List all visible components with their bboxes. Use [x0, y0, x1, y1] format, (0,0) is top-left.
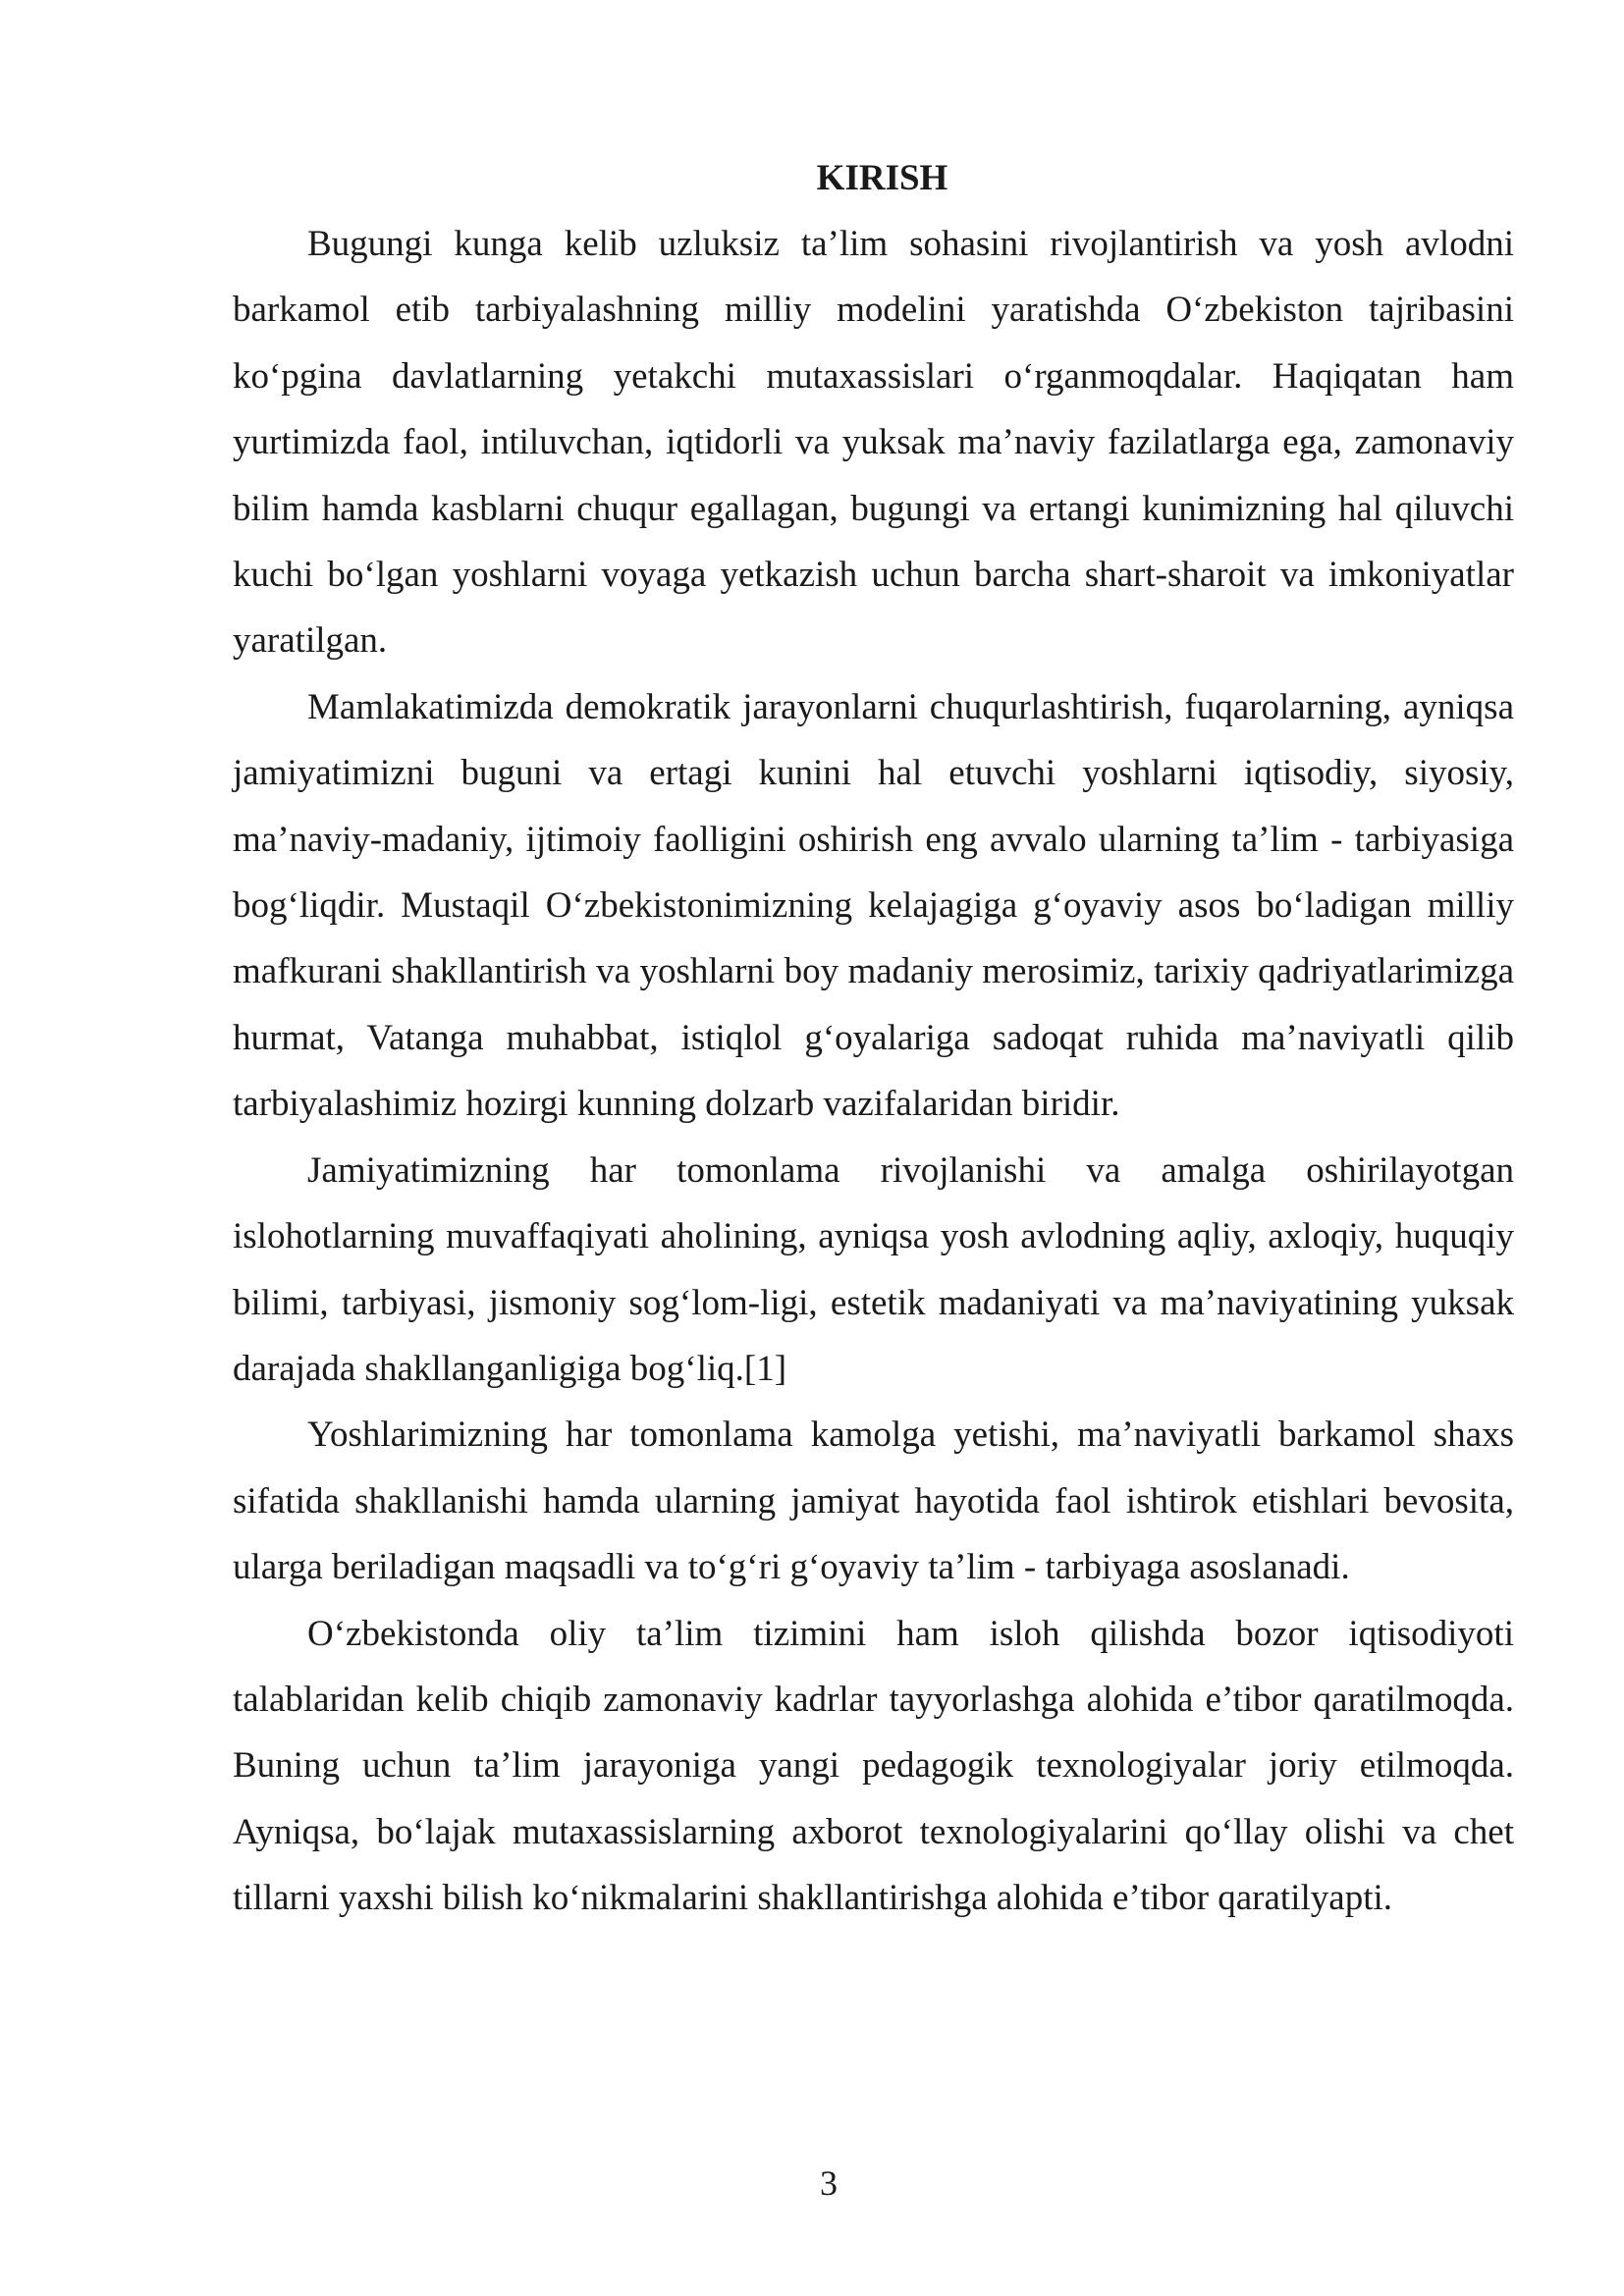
page-content — [233, 145, 1514, 1932]
paragraph-4: Yoshlarimizning har tomonlama kamolga yetishi, ma’naviyatli barkamol shaxs sifatida shakllanishi hamda ularning jamiyat hayotida faol ishtirok etishlari bevosita, ularga beriladigan maqsadli va to‘g‘ri g‘oyaviy ta’lim - tarbiyaga asoslanadi. — [233, 1415, 1514, 1588]
paragraph-2: Mamlakatimizda demokratik jarayonlarni chuqurlashtirish, fuqarolarning, ayniqsa jamiyatimizni buguni va ertagi kunini hal etuvchi yoshlarni iqtisodiy, siyosiy, ma’naviy-madaniy, ijtimoiy faolligini oshirish eng avvalo ularning ta’lim - tarbiyasiga bog‘liqdir. Mustaqil O‘zbekistonimizning kelajagiga g‘oyaviy asos bo‘ladigan milliy mafkurani shakllantirish va yoshlarni boy madaniy merosimiz, tarixiy qadriyatlarimizga hurmat, Vatanga muhabbat, istiqlol g‘oyalariga sadoqat ruhida ma’naviyatli qilib tarbiyalashimiz hozirgi kunning dolzarb vazifalaridan biridir. — [233, 686, 1514, 1125]
paragraph-5: O‘zbekistonda oliy ta’lim tizimini ham isloh qilishda bozor iqtisodiyoti talablaridan kelib chiqib zamonaviy kadrlar tayyorlashga alohida e’tibor qaratilmoqda. Buning uchun ta’lim jarayoniga yangi pedagogik texnologiyalar joriy etilmoqda. Ayniqsa, bo‘lajak mutaxassislarning axborot texnologiyalarini qo‘llay olishi va chet tillarni yaxshi bilish ko‘nikmalarini shakllantirishga alohida e’tibor qaratilyapti. — [233, 1613, 1514, 1919]
paragraph-3: Jamiyatimizning har tomonlama rivojlanishi va amalga oshirilayotgan islohotlarning muvaffaqiyati aholining, ayniqsa yosh avlodning aqliy, axloqiy, huquqiy bilimi, tarbiyasi, jismoniy sog‘lom-ligi, estetik madaniyati va ma’naviyatining yuksak darajada shakllanganligiga bog‘liq.[1] — [233, 1149, 1514, 1389]
page-number: 3 — [820, 2163, 838, 2203]
section-heading: KIRISH — [816, 158, 948, 198]
paragraph-1: Bugungi kunga kelib uzluksiz ta’lim sohasini rivojlantirish va yosh avlodni barkamol etib tarbiyalashning milliy modelini yaratishda O‘zbekiston tajribasini ko‘pgina davlatlarning yetakchi mutaxassislari o‘rganmoqdalar. Haqiqatan ham yurtimizda faol, intiluvchan, iqtidorli va yuksak ma’naviy fazilatlarga ega, zamonaviy bilim hamda kasblarni chuqur egallagan, bugungi va ertangi kunimizning hal qiluvchi kuchi bo‘lgan yoshlarni voyaga yetkazish uchun barcha shart-sharoit va imkoniyatlar yaratilgan. — [233, 224, 1514, 662]
